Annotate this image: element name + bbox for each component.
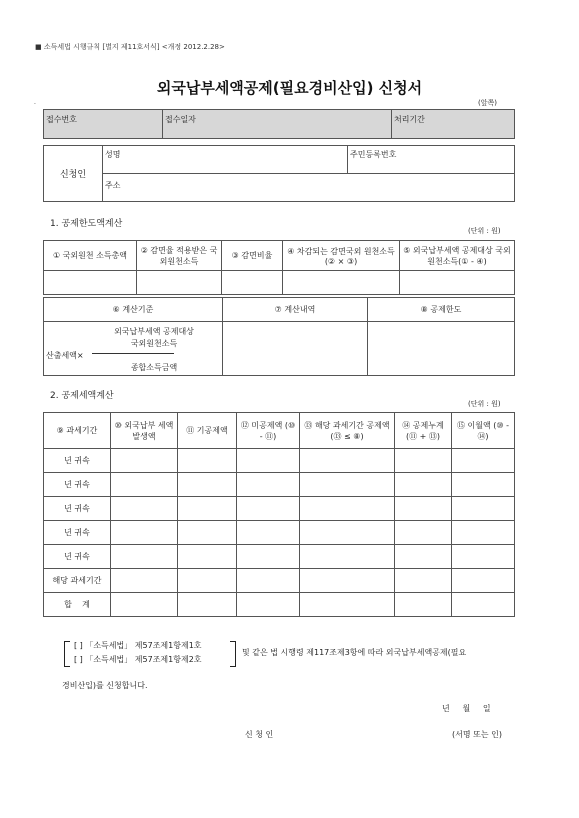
- cell-input[interactable]: [395, 473, 452, 497]
- page-side-note: (앞쪽): [478, 99, 497, 107]
- header-foreign-income: ① 국외원천 소득총액: [44, 241, 137, 271]
- calculation-table: [43, 297, 515, 376]
- cell-input[interactable]: [178, 593, 237, 617]
- address-label: 주소: [105, 181, 121, 190]
- header-reduced-income: ② 감면율 적용받은 국외원천소득: [137, 241, 222, 271]
- receipt-table: [43, 109, 515, 139]
- header-carryforward: ⑮ 이월액 (⑩ - ⑭): [452, 413, 515, 449]
- left-bracket: [64, 641, 70, 667]
- formula-fraction-bar: [92, 353, 174, 354]
- applicant-row-label: 신청인: [44, 146, 103, 202]
- row-label-year-1: 년 귀속: [44, 449, 111, 473]
- cell-input[interactable]: [178, 569, 237, 593]
- cell-input[interactable]: [395, 569, 452, 593]
- header-foreign-tax-paid: ⑩ 외국납부 세액발생액: [111, 413, 178, 449]
- calc-formula: [44, 322, 223, 376]
- option-clause-1[interactable]: [ ] 「소득세법」 제57조제1항제1호: [74, 641, 202, 650]
- receipt-number-field[interactable]: [44, 110, 163, 139]
- header-current-deduction: ⑬ 해당 과세기간 공제액(⑬ ≤ ⑧): [300, 413, 395, 449]
- rrn-field[interactable]: [348, 146, 515, 174]
- applicant-table: [43, 145, 515, 202]
- formula-numerator-line1: 외국납부세액 공제대상: [114, 327, 194, 336]
- cell-input[interactable]: [300, 569, 395, 593]
- cell-input[interactable]: [395, 497, 452, 521]
- cell-input[interactable]: [300, 545, 395, 569]
- cell-input[interactable]: [178, 521, 237, 545]
- header-eligible-income: ⑤ 외국납부세액 공제대상 국외원천소득(① - ④): [400, 241, 515, 271]
- section2-unit: (단위 : 원): [468, 400, 501, 408]
- cell-input[interactable]: [395, 545, 452, 569]
- input-calc-details[interactable]: [223, 322, 368, 376]
- cell-input[interactable]: [111, 569, 178, 593]
- form-reference-note: ■ 소득세법 시행규칙 [별지 제11호서식] <개정 2012.2.28>: [35, 43, 225, 51]
- right-bracket: [230, 641, 236, 667]
- cell-input[interactable]: [237, 449, 300, 473]
- cell-input[interactable]: [111, 473, 178, 497]
- formula-left-term: 산출세액×: [46, 351, 84, 360]
- header-tax-period: ⑨ 과세기간: [44, 413, 111, 449]
- statement-text: 및 같은 법 시행령 제117조제3항에 따라 외국납부세액공제(필요: [242, 648, 467, 657]
- cell-input[interactable]: [300, 497, 395, 521]
- cell-input[interactable]: [178, 497, 237, 521]
- input-reduction-rate[interactable]: [222, 271, 283, 295]
- cell-input[interactable]: [452, 449, 515, 473]
- cell-input[interactable]: [237, 473, 300, 497]
- cell-input[interactable]: [111, 593, 178, 617]
- receipt-number-label: 접수번호: [46, 115, 77, 124]
- header-cumulative-deduction: ⑭ 공제누계 (⑪ + ⑬): [395, 413, 452, 449]
- section2-title: 2. 공제세액계산: [50, 391, 114, 401]
- section1-unit: (단위 : 원): [468, 227, 501, 235]
- row-label-year-4: 년 귀속: [44, 521, 111, 545]
- applicant-sign-label: 신 청 인: [245, 730, 274, 739]
- cell-input[interactable]: [237, 497, 300, 521]
- cell-input[interactable]: [237, 593, 300, 617]
- cell-input[interactable]: [452, 569, 515, 593]
- cell-input[interactable]: [237, 569, 300, 593]
- cell-input[interactable]: [178, 545, 237, 569]
- row-label-year-2: 년 귀속: [44, 473, 111, 497]
- cell-input[interactable]: [237, 545, 300, 569]
- formula-numerator-line2: 국외원천소득: [130, 339, 178, 348]
- signature-field[interactable]: (서명 또는 인): [452, 730, 502, 739]
- cell-input[interactable]: [178, 449, 237, 473]
- processing-period-field[interactable]: [392, 110, 515, 139]
- cell-input[interactable]: [395, 521, 452, 545]
- input-eligible-income[interactable]: [400, 271, 515, 295]
- cell-input[interactable]: [111, 497, 178, 521]
- processing-period-label: 처리기간: [394, 115, 425, 124]
- header-calc-details: ⑦ 계산내역: [223, 298, 368, 322]
- address-field[interactable]: [103, 174, 515, 202]
- cell-input[interactable]: [111, 545, 178, 569]
- section1-title: 1. 공제한도액계산: [50, 219, 123, 229]
- date-line[interactable]: 년 월 일: [442, 704, 491, 713]
- header-calc-basis: ⑥ 계산기준: [44, 298, 223, 322]
- row-label-total: 합 계: [44, 593, 111, 617]
- cell-input[interactable]: [300, 593, 395, 617]
- formula-denominator: 종합소득금액: [130, 363, 178, 372]
- receipt-date-field[interactable]: [163, 110, 392, 139]
- receipt-date-label: 접수일자: [165, 115, 196, 124]
- name-label: 성명: [105, 150, 121, 159]
- deduction-limit-table: [43, 240, 515, 295]
- tax-credit-table: [43, 412, 515, 617]
- cell-input[interactable]: [452, 593, 515, 617]
- cell-input[interactable]: [452, 545, 515, 569]
- input-deduction-limit[interactable]: [368, 322, 515, 376]
- corner-dot: .: [34, 99, 36, 106]
- input-reduced-income[interactable]: [137, 271, 222, 295]
- cell-input[interactable]: [300, 521, 395, 545]
- cell-input[interactable]: [300, 449, 395, 473]
- cell-input[interactable]: [452, 497, 515, 521]
- cell-input[interactable]: [111, 449, 178, 473]
- cell-input[interactable]: [300, 473, 395, 497]
- statement-continuation: 경비산입)를 신청합니다.: [62, 681, 148, 690]
- row-label-year-3: 년 귀속: [44, 497, 111, 521]
- cell-input[interactable]: [111, 521, 178, 545]
- row-label-year-5: 년 귀속: [44, 545, 111, 569]
- cell-input[interactable]: [452, 521, 515, 545]
- option-clause-2[interactable]: [ ] 「소득세법」 제57조제1항제2호: [74, 655, 202, 664]
- cell-input[interactable]: [395, 593, 452, 617]
- rrn-label: 주민등록번호: [350, 150, 397, 159]
- header-reduction-rate: ③ 감면비율: [222, 241, 283, 271]
- cell-input[interactable]: [178, 473, 237, 497]
- page-title: 외국납부세액공제(필요경비산입) 신청서: [156, 79, 423, 97]
- cell-input[interactable]: [452, 473, 515, 497]
- header-deducted-income: ④ 차감되는 감면국외 원천소득(② × ③): [283, 241, 400, 271]
- input-deducted-income[interactable]: [283, 271, 400, 295]
- name-field[interactable]: [103, 146, 348, 174]
- header-prior-deduction: ⑪ 기공제액: [178, 413, 237, 449]
- cell-input[interactable]: [395, 449, 452, 473]
- cell-input[interactable]: [237, 521, 300, 545]
- input-foreign-income[interactable]: [44, 271, 137, 295]
- header-undeducted: ⑫ 미공제액 (⑩ - ⑪): [237, 413, 300, 449]
- header-deduction-limit: ⑧ 공제한도: [368, 298, 515, 322]
- row-label-current-period: 해당 과세기간: [44, 569, 111, 593]
